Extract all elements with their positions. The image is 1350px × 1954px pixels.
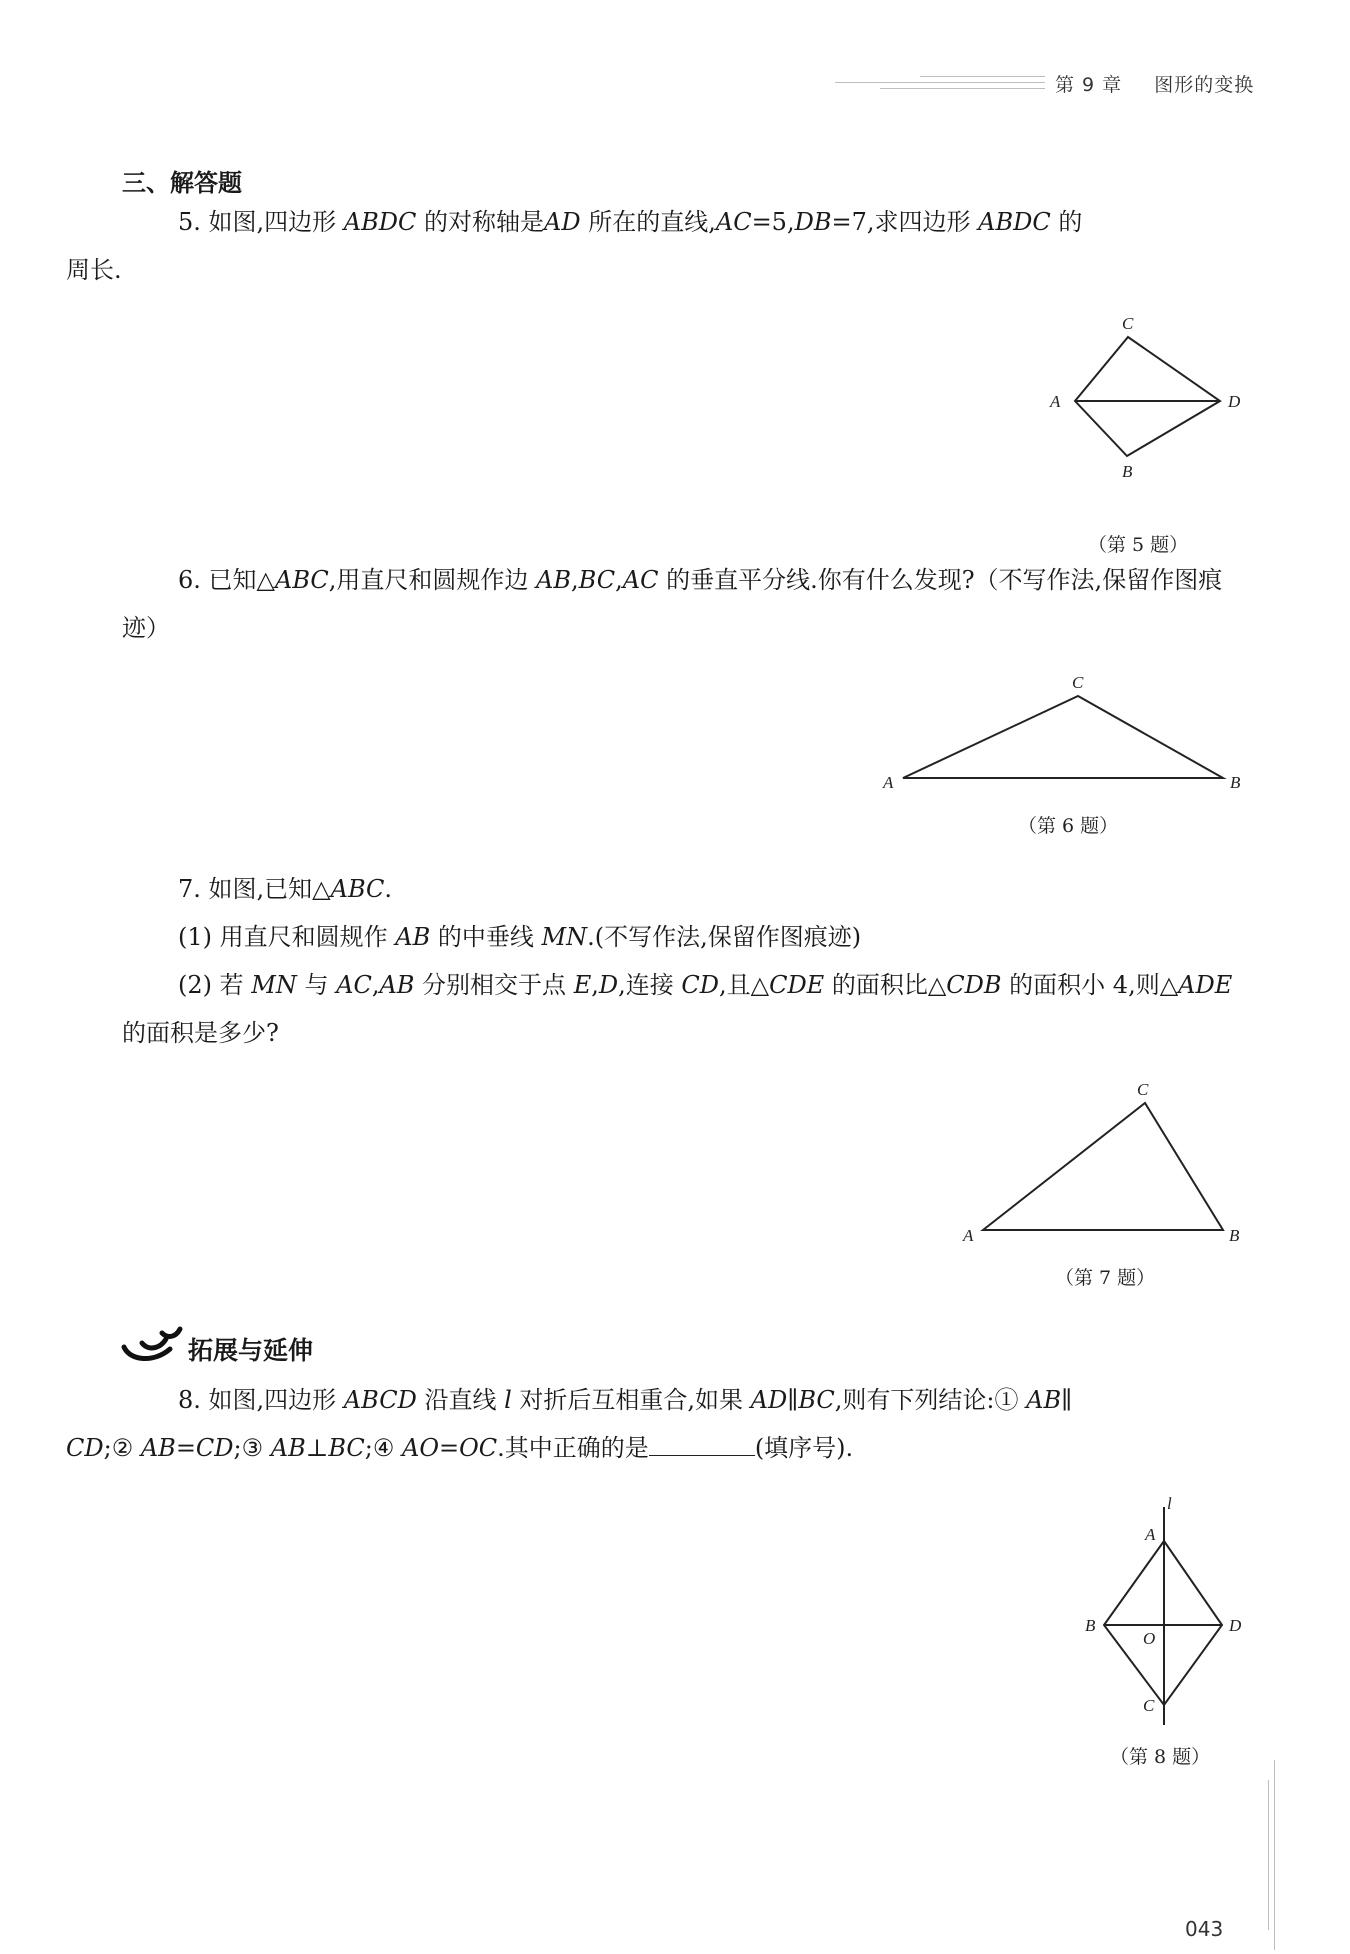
q7-var: AB <box>395 923 431 951</box>
q8-var: AB <box>270 1434 306 1462</box>
q8-var: OC <box>459 1434 498 1462</box>
q7-text: 的中垂线 <box>430 923 542 951</box>
q8-var: AO <box>402 1434 440 1462</box>
answer-blank[interactable] <box>649 1429 755 1456</box>
q5-text: 的对称轴是 <box>416 208 545 236</box>
caption-q6: （第 6 题） <box>1018 815 1119 837</box>
q7-var: MN <box>541 923 588 951</box>
caption-q7: （第 7 题） <box>1055 1267 1156 1289</box>
q5-var: ABDC <box>978 208 1051 236</box>
q5-label-a: A <box>1050 392 1061 411</box>
figure-q7 <box>955 1075 1255 1260</box>
q5-var: ABDC <box>343 208 417 236</box>
question-7-part-1 <box>122 913 1247 961</box>
q8-text: ,则有下列结论:① <box>834 1386 1027 1414</box>
q8-var: AB <box>140 1434 176 1462</box>
q7-text: ,且△ <box>718 971 770 999</box>
q6-label-c: C <box>1072 673 1084 692</box>
q6-triangle <box>903 696 1223 778</box>
page-edge-line-2 <box>1274 1760 1275 1950</box>
q8-label-b: B <box>1085 1616 1096 1635</box>
q7-var: AC <box>336 971 372 999</box>
q7-var: ADE <box>1178 971 1233 999</box>
q7-text: , <box>371 971 380 999</box>
q7-text: (2) 若 <box>178 971 252 999</box>
caption-q5: （第 5 题） <box>1088 534 1189 556</box>
q7-var: CD <box>681 971 719 999</box>
q8-var: CD <box>195 1434 234 1462</box>
q8-text: (填序号). <box>754 1434 854 1462</box>
section-title: 三、解答题 <box>122 169 242 197</box>
q5-label-b: B <box>1122 462 1133 481</box>
q5-label-d: D <box>1228 392 1241 411</box>
question-8-text <box>66 1376 1247 1472</box>
q5-text: 所在的直线, <box>580 208 716 236</box>
q8-text: .其中正确的是 <box>497 1434 649 1462</box>
q5-label-c: C <box>1122 315 1134 333</box>
q8-text: ;④ <box>364 1434 402 1462</box>
q7-text: 的面积是多少? <box>122 1019 279 1047</box>
q7-var: AB <box>379 971 415 999</box>
q8-text: 8. 如图,四边形 <box>178 1386 344 1414</box>
question-7-part-2 <box>122 961 1247 1057</box>
q6-text: ,用直尺和圆规作边 <box>328 566 537 594</box>
q5-text: 周长. <box>66 256 122 284</box>
q6-text: , <box>615 566 623 594</box>
q7-text: 分别相交于点 <box>414 971 574 999</box>
q8-label-d: D <box>1229 1616 1242 1635</box>
figure-q6 <box>875 670 1255 795</box>
question-6-text <box>122 556 1247 652</box>
q8-var: ABCD <box>343 1386 417 1414</box>
q8-symbol: = <box>175 1434 196 1462</box>
q5-var: AC <box>715 208 752 236</box>
q8-text: 沿直线 <box>416 1386 505 1414</box>
q7-text: 与 <box>296 971 337 999</box>
extension-logo-icon <box>118 1323 186 1367</box>
q8-var: AB <box>1026 1386 1062 1414</box>
q8-text: 对折后互相重合,如果 <box>511 1386 751 1414</box>
q8-symbol: = <box>439 1434 460 1462</box>
q7-label-b: B <box>1229 1226 1240 1245</box>
q7-text: 的面积小 4,则△ <box>1001 971 1179 999</box>
q7-var: D <box>598 971 619 999</box>
figure-q5 <box>1040 315 1260 490</box>
chapter-title: 图形的变换 <box>1154 74 1255 96</box>
q6-text: 的垂直平分线.你有什么发现?（不写作法,保留作图痕迹） <box>122 566 1223 642</box>
q7-label-c: C <box>1137 1080 1149 1099</box>
q5-text: =5, <box>751 208 795 236</box>
q5-var: AD <box>544 208 581 236</box>
q6-var: AC <box>622 566 659 594</box>
q6-var: BC <box>578 566 616 594</box>
q7-var: E <box>573 971 592 999</box>
q8-label-l: l <box>1167 1495 1172 1513</box>
q6-var: AB <box>536 566 571 594</box>
q7-text: ,连接 <box>618 971 682 999</box>
q8-symbol: ⊥ <box>305 1434 329 1462</box>
q7-var: CDB <box>946 971 1002 999</box>
q8-var: CD <box>66 1434 104 1462</box>
q7-text: 的面积比△ <box>824 971 947 999</box>
q8-text: ;③ <box>233 1434 271 1462</box>
question-5-text <box>66 198 1247 294</box>
chapter-header <box>1055 70 1254 97</box>
q8-var: AD <box>750 1386 788 1414</box>
q6-text: , <box>571 566 579 594</box>
q7-text: , <box>591 971 599 999</box>
q5-var: DB <box>794 208 832 236</box>
q8-label-o: O <box>1143 1629 1156 1648</box>
q6-text: 6. 已知△ <box>178 566 275 594</box>
q8-var: l <box>504 1386 512 1414</box>
q8-symbol: ∥ <box>1061 1386 1073 1414</box>
extension-title: 拓展与延伸 <box>188 1336 314 1365</box>
q8-symbol: ∥ <box>787 1386 799 1414</box>
q5-quadrilateral <box>1075 337 1220 456</box>
q6-label-a: A <box>883 773 894 792</box>
q7-label-a: A <box>963 1226 974 1245</box>
q7-text: (1) 用直尺和圆规作 <box>178 923 396 951</box>
q5-text: 5. 如图,四边形 <box>178 208 344 236</box>
page-number: 043 <box>1185 1917 1224 1941</box>
chapter-number: 第 9 章 <box>1055 74 1123 96</box>
q8-label-c: C <box>1143 1696 1155 1715</box>
header-rule-1 <box>835 82 1045 83</box>
q6-var: ABC <box>274 566 329 594</box>
q8-var: BC <box>328 1434 365 1462</box>
q5-text: 的 <box>1050 208 1083 236</box>
header-rule-2 <box>880 88 1045 89</box>
q8-text: ;② <box>103 1434 141 1462</box>
caption-q8: （第 8 题） <box>1110 1746 1211 1768</box>
q5-text: =7,求四边形 <box>831 208 979 236</box>
q8-var: BC <box>798 1386 835 1414</box>
question-7-text <box>122 865 1247 913</box>
q7-text: . <box>384 875 393 903</box>
q7-text: 7. 如图,已知△ <box>178 875 331 903</box>
q8-label-a: A <box>1145 1525 1156 1544</box>
page-edge-line-1 <box>1268 1780 1269 1930</box>
q7-var: MN <box>251 971 297 999</box>
q7-triangle <box>983 1103 1223 1230</box>
q6-label-b: B <box>1230 773 1241 792</box>
q7-text: .(不写作法,保留作图痕迹) <box>587 923 862 951</box>
q7-var: ABC <box>330 875 385 903</box>
header-rule-3 <box>920 76 1045 77</box>
q7-var: CDE <box>769 971 825 999</box>
figure-q8 <box>1075 1495 1255 1735</box>
